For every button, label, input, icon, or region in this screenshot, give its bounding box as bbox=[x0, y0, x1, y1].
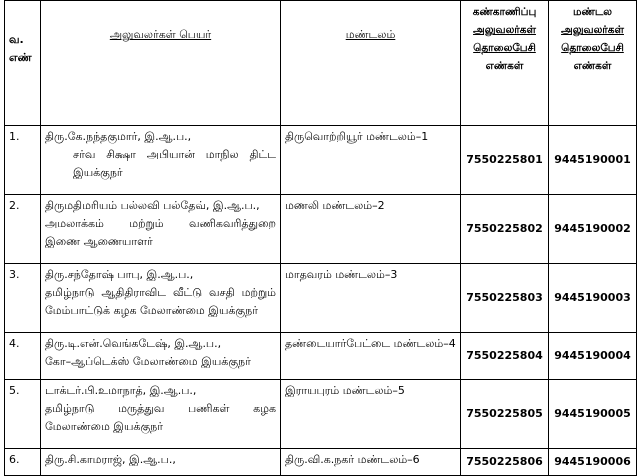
header-serial-number: வ. எண் bbox=[5, 1, 41, 126]
header-row bbox=[5, 1, 637, 126]
zone-name: தண்டையார்பேட்டை மண்டலம்–4 bbox=[281, 333, 461, 380]
serial-number: 1. bbox=[5, 126, 41, 195]
officer-name: திரு.டி.என்.வெங்கடேஷ், இ.ஆ.ப., கோ–ஆப்டெக்ஸ் மேலாண்மை இயக்குநர் bbox=[41, 333, 281, 380]
serial-number: 3. bbox=[5, 264, 41, 333]
zone-name: மணலி மண்டலம்–2 bbox=[281, 195, 461, 264]
zonal-phone: 9445190001 bbox=[549, 126, 637, 195]
table-row bbox=[5, 333, 637, 380]
zone-name: திருவொற்றியூர் மண்டலம்–1 bbox=[281, 126, 461, 195]
zonal-phone: 9445190004 bbox=[549, 333, 637, 380]
zonal-phone: 9445190002 bbox=[549, 195, 637, 264]
zonal-phone: 9445190006 bbox=[549, 449, 637, 476]
monitor-phone: 7550225803 bbox=[461, 264, 549, 333]
officer-name: திரு.சந்தோஷ் பாபு, இ.ஆ.ப., தமிழ்நாடு ஆதிதிராவிட வீட்டு வசதி மற்றும் மேம்பாட்டுக் கழக மேலாண்மை இயக்குநர் bbox=[41, 264, 281, 333]
header-officer-name: அலுவலர்கள் பெயர் bbox=[41, 1, 281, 126]
zonal-phone: 9445190003 bbox=[549, 264, 637, 333]
zone-name: மாதவரம் மண்டலம்–3 bbox=[281, 264, 461, 333]
monitor-phone: 7550225806 bbox=[461, 449, 549, 476]
header-monitoring-officer-phone: கண்காணிப்பு அலுவலர்கள் தொலைபேசி எண்கள் bbox=[461, 1, 549, 126]
monitor-phone: 7550225801 bbox=[461, 126, 549, 195]
table-row bbox=[5, 449, 637, 476]
zone-name: திரு.வி.க.நகர் மண்டலம்–6 bbox=[281, 449, 461, 476]
monitor-phone: 7550225805 bbox=[461, 380, 549, 449]
table-row bbox=[5, 126, 637, 195]
serial-number: 4. bbox=[5, 333, 41, 380]
officer-name: டாக்டர்.பி.உமாநாத், இ.ஆ.ப., தமிழ்நாடு மருத்துவ பணிகள் கழக மேலாண்மை இயக்குநர் bbox=[41, 380, 281, 449]
zone-name: இராயபுரம் மண்டலம்–5 bbox=[281, 380, 461, 449]
table-row bbox=[5, 195, 637, 264]
zonal-phone: 9445190005 bbox=[549, 380, 637, 449]
table-row bbox=[5, 264, 637, 333]
monitor-phone: 7550225804 bbox=[461, 333, 549, 380]
officers-table-container bbox=[4, 0, 636, 476]
serial-number: 5. bbox=[5, 380, 41, 449]
header-zone: மண்டலம் bbox=[281, 1, 461, 126]
officer-name: திரு.கே.நந்தகுமார், இ.ஆ.ப., சர்வ சிக்ஷா அபியான் மாநில திட்ட இயக்குநர் bbox=[41, 126, 281, 195]
table-row bbox=[5, 380, 637, 449]
serial-number: 2. bbox=[5, 195, 41, 264]
officer-name: திரு.சி.காமராஜ், இ.ஆ.ப., bbox=[41, 449, 281, 476]
header-zonal-officer-phone: மண்டல அலுவலர்கள் தொலைபேசி எண்கள் bbox=[549, 1, 637, 126]
officer-name: திருமதிமரியம் பல்லவி பல்தேவ், இ.ஆ.ப., அமலாக்கம் மற்றும் வணிகவரித்துறை இணை ஆணையாளர் bbox=[41, 195, 281, 264]
serial-number: 6. bbox=[5, 449, 41, 476]
monitor-phone: 7550225802 bbox=[461, 195, 549, 264]
officers-table bbox=[4, 0, 637, 476]
